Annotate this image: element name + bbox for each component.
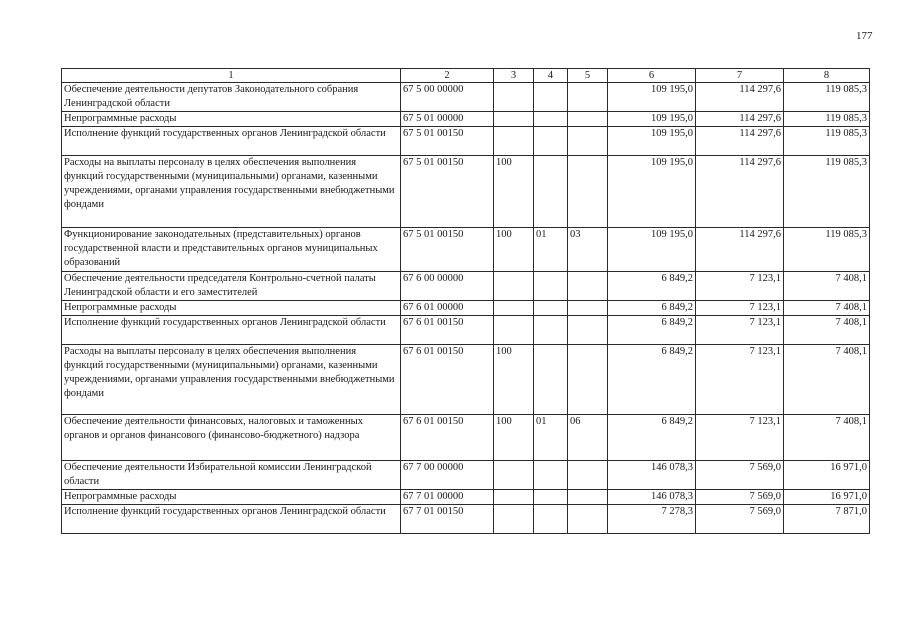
- table-row: [62, 83, 870, 112]
- amount-col7-cell: 7 123,1: [696, 316, 784, 345]
- section-cell: [534, 156, 568, 228]
- expense-name-cell: Обеспечение деятельности финансовых, налоговых и таможенных органов и органов финансового (финансово-бюджетного) надзора: [62, 415, 401, 461]
- expense-name-cell: Расходы на выплаты персоналу в целях обеспечения выполнения функций государственными (муниципальными) органами, казенными учреждениями, органами управления государственными внебюджетными фондами: [62, 156, 401, 228]
- expense-name-cell: Исполнение функций государственных органов Ленинградской области: [62, 505, 401, 534]
- expense-type-cell: [494, 301, 534, 316]
- amount-col6-cell: 109 195,0: [608, 228, 696, 272]
- amount-col7-cell: 7 123,1: [696, 415, 784, 461]
- amount-col6-cell: 109 195,0: [608, 127, 696, 156]
- amount-col8-cell: 7 408,1: [784, 345, 870, 415]
- expense-type-cell: [494, 127, 534, 156]
- expense-type-cell: [494, 272, 534, 301]
- section-cell: [534, 490, 568, 505]
- amount-col7-cell: 7 569,0: [696, 461, 784, 490]
- expense-type-cell: 100: [494, 345, 534, 415]
- expense-type-cell: 100: [494, 156, 534, 228]
- header-cell-4: 4: [534, 69, 568, 83]
- expense-name-cell: Непрограммные расходы: [62, 301, 401, 316]
- table-row: [62, 505, 870, 534]
- amount-col8-cell: 7 408,1: [784, 301, 870, 316]
- amount-col7-cell: 7 569,0: [696, 490, 784, 505]
- target-code-cell: 67 5 01 00150: [401, 228, 494, 272]
- expense-type-cell: [494, 112, 534, 127]
- table-row: [62, 127, 870, 156]
- subsection-cell: [568, 490, 608, 505]
- expense-type-cell: [494, 461, 534, 490]
- amount-col7-cell: 7 123,1: [696, 301, 784, 316]
- target-code-cell: 67 6 01 00150: [401, 345, 494, 415]
- subsection-cell: [568, 83, 608, 112]
- header-cell-6: 6: [608, 69, 696, 83]
- subsection-cell: 03: [568, 228, 608, 272]
- subsection-cell: [568, 301, 608, 316]
- expense-name-cell: Исполнение функций государственных органов Ленинградской области: [62, 127, 401, 156]
- section-cell: [534, 345, 568, 415]
- amount-col8-cell: 16 971,0: [784, 490, 870, 505]
- section-cell: [534, 272, 568, 301]
- section-cell: [534, 461, 568, 490]
- amount-col6-cell: 109 195,0: [608, 83, 696, 112]
- expense-name-cell: Обеспечение деятельности Избирательной комиссии Ленинградской области: [62, 461, 401, 490]
- amount-col6-cell: 6 849,2: [608, 316, 696, 345]
- target-code-cell: 67 6 01 00000: [401, 301, 494, 316]
- subsection-cell: [568, 316, 608, 345]
- expense-name-cell: Непрограммные расходы: [62, 112, 401, 127]
- amount-col8-cell: 7 408,1: [784, 316, 870, 345]
- section-cell: [534, 112, 568, 127]
- amount-col8-cell: 119 085,3: [784, 156, 870, 228]
- amount-col6-cell: 146 078,3: [608, 490, 696, 505]
- amount-col6-cell: 6 849,2: [608, 415, 696, 461]
- expense-type-cell: 100: [494, 415, 534, 461]
- section-cell: [534, 127, 568, 156]
- amount-col7-cell: 7 123,1: [696, 272, 784, 301]
- expense-name-cell: Расходы на выплаты персоналу в целях обеспечения выполнения функций государственными (муниципальными) органами, казенными учреждениями, органами управления государственными внебюджетными фондами: [62, 345, 401, 415]
- section-cell: [534, 505, 568, 534]
- table-row: [62, 228, 870, 272]
- target-code-cell: 67 5 00 00000: [401, 83, 494, 112]
- target-code-cell: 67 6 01 00150: [401, 316, 494, 345]
- table-row: [62, 301, 870, 316]
- subsection-cell: [568, 156, 608, 228]
- amount-col6-cell: 109 195,0: [608, 156, 696, 228]
- amount-col6-cell: 146 078,3: [608, 461, 696, 490]
- amount-col7-cell: 114 297,6: [696, 83, 784, 112]
- table-row: [62, 415, 870, 461]
- target-code-cell: 67 5 01 00000: [401, 112, 494, 127]
- expense-type-cell: [494, 83, 534, 112]
- page-number: 177: [856, 30, 873, 42]
- target-code-cell: 67 7 01 00150: [401, 505, 494, 534]
- amount-col8-cell: 119 085,3: [784, 112, 870, 127]
- expense-name-cell: Исполнение функций государственных органов Ленинградской области: [62, 316, 401, 345]
- subsection-cell: [568, 345, 608, 415]
- section-cell: [534, 316, 568, 345]
- section-cell: [534, 301, 568, 316]
- target-code-cell: 67 5 01 00150: [401, 127, 494, 156]
- amount-col7-cell: 114 297,6: [696, 228, 784, 272]
- header-row: [62, 69, 870, 83]
- target-code-cell: 67 5 01 00150: [401, 156, 494, 228]
- subsection-cell: [568, 272, 608, 301]
- target-code-cell: 67 6 01 00150: [401, 415, 494, 461]
- amount-col7-cell: 7 123,1: [696, 345, 784, 415]
- target-code-cell: 67 7 01 00000: [401, 490, 494, 505]
- amount-col8-cell: 119 085,3: [784, 83, 870, 112]
- budget-table: [61, 68, 870, 534]
- table-row: [62, 316, 870, 345]
- target-code-cell: 67 6 00 00000: [401, 272, 494, 301]
- amount-col8-cell: 119 085,3: [784, 127, 870, 156]
- header-cell-1: 1: [62, 69, 401, 83]
- subsection-cell: [568, 112, 608, 127]
- header-cell-3: 3: [494, 69, 534, 83]
- table-row: [62, 272, 870, 301]
- amount-col8-cell: 16 971,0: [784, 461, 870, 490]
- expense-type-cell: [494, 490, 534, 505]
- subsection-cell: [568, 127, 608, 156]
- expense-type-cell: [494, 316, 534, 345]
- header-cell-5: 5: [568, 69, 608, 83]
- table-row: [62, 156, 870, 228]
- amount-col6-cell: 109 195,0: [608, 112, 696, 127]
- expense-name-cell: Обеспечение деятельности председателя Контрольно-счетной палаты Ленинградской области и его заместителей: [62, 272, 401, 301]
- table-row: [62, 112, 870, 127]
- amount-col8-cell: 7 871,0: [784, 505, 870, 534]
- amount-col7-cell: 7 569,0: [696, 505, 784, 534]
- target-code-cell: 67 7 00 00000: [401, 461, 494, 490]
- section-cell: 01: [534, 415, 568, 461]
- amount-col8-cell: 119 085,3: [784, 228, 870, 272]
- header-cell-8: 8: [784, 69, 870, 83]
- amount-col7-cell: 114 297,6: [696, 112, 784, 127]
- subsection-cell: 06: [568, 415, 608, 461]
- amount-col8-cell: 7 408,1: [784, 415, 870, 461]
- amount-col7-cell: 114 297,6: [696, 127, 784, 156]
- amount-col6-cell: 6 849,2: [608, 272, 696, 301]
- section-cell: [534, 83, 568, 112]
- amount-col7-cell: 114 297,6: [696, 156, 784, 228]
- amount-col6-cell: 7 278,3: [608, 505, 696, 534]
- header-cell-7: 7: [696, 69, 784, 83]
- expense-type-cell: [494, 505, 534, 534]
- subsection-cell: [568, 505, 608, 534]
- expense-name-cell: Функционирование законодательных (представительных) органов государственной власти и представительных органов муниципальных образований: [62, 228, 401, 272]
- subsection-cell: [568, 461, 608, 490]
- amount-col6-cell: 6 849,2: [608, 301, 696, 316]
- amount-col6-cell: 6 849,2: [608, 345, 696, 415]
- header-cell-2: 2: [401, 69, 494, 83]
- table-row: [62, 461, 870, 490]
- section-cell: 01: [534, 228, 568, 272]
- expense-name-cell: Непрограммные расходы: [62, 490, 401, 505]
- expense-type-cell: 100: [494, 228, 534, 272]
- table-row: [62, 490, 870, 505]
- table-row: [62, 345, 870, 415]
- expense-name-cell: Обеспечение деятельности депутатов Законодательного собрания Ленинградской области: [62, 83, 401, 112]
- amount-col8-cell: 7 408,1: [784, 272, 870, 301]
